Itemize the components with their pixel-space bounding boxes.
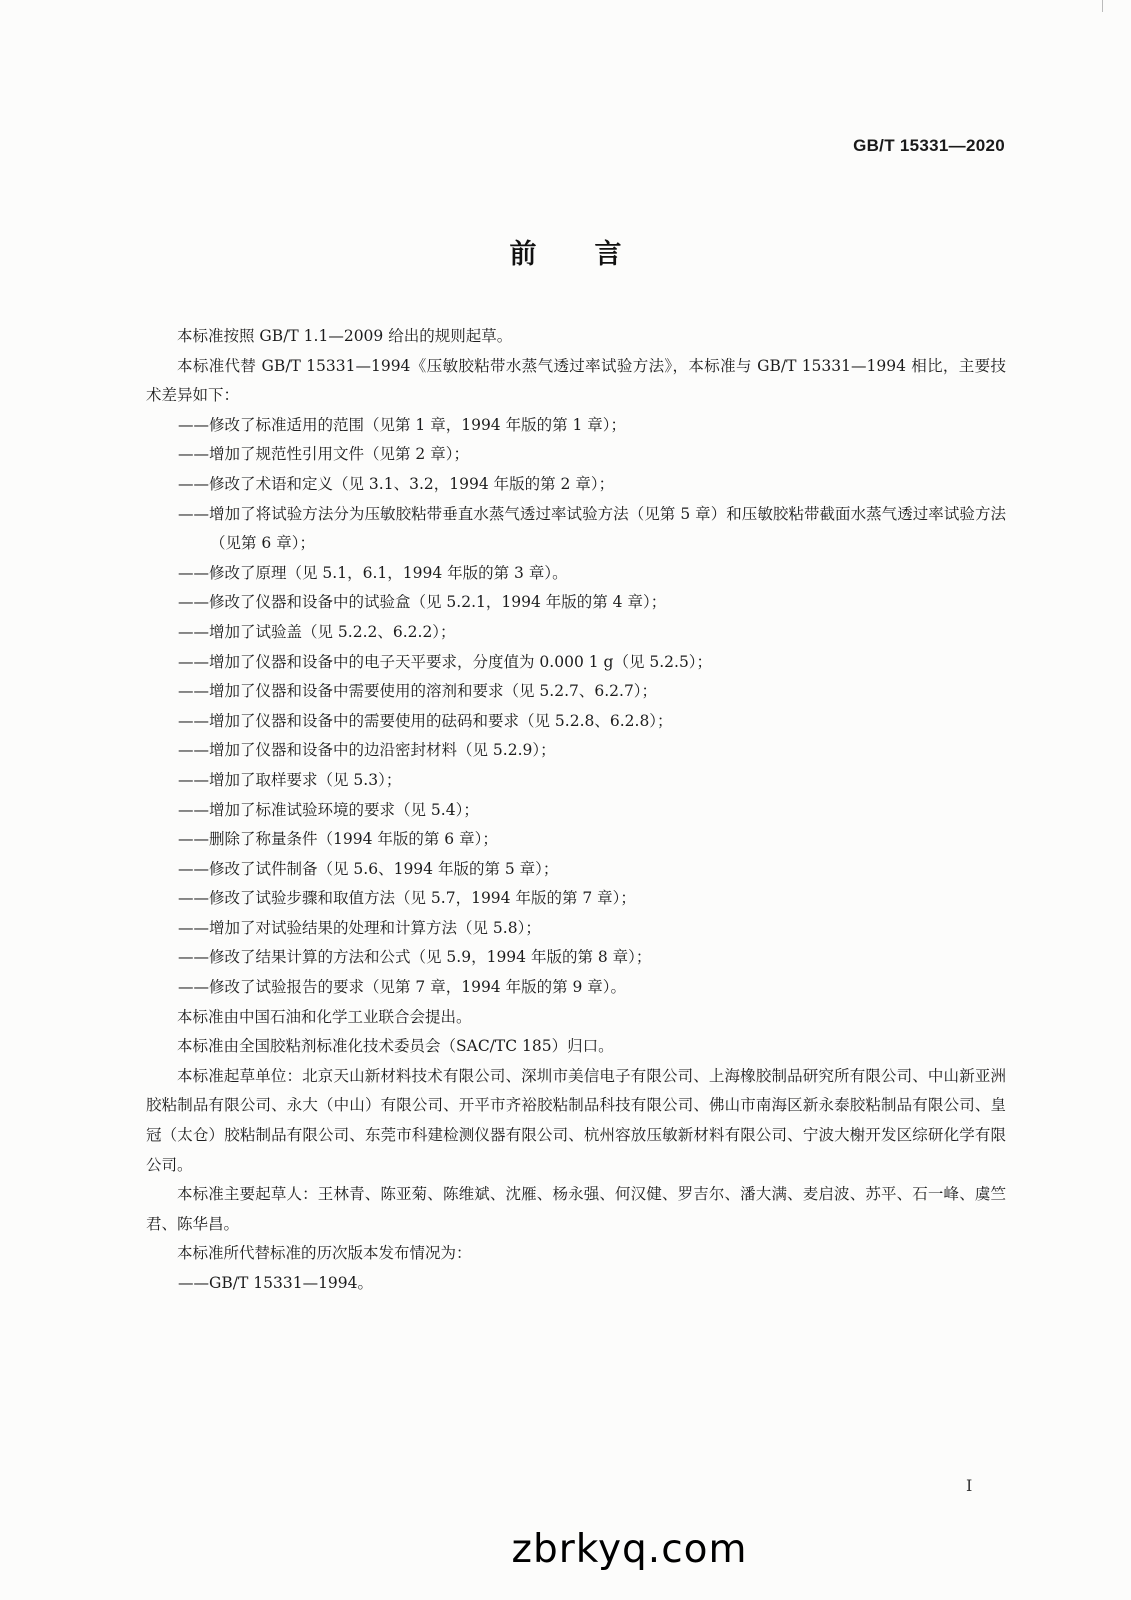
list-item: ——删除了称量条件（1994 年版的第 6 章）； <box>178 830 498 849</box>
paragraph-drafting-rules: 本标准按照 GB/T 1.1—2009 给出的规则起草。 <box>177 327 513 345</box>
list-item: ——修改了结果计算的方法和公式（见 5.9，1994 年版的第 8 章）； <box>178 948 652 967</box>
paragraph-committee: 本标准由全国胶粘剂标准化技术委员会（SAC/TC 185）归口。 <box>177 1037 614 1056</box>
list-item: ——增加了取样要求（见 5.3）； <box>178 770 402 789</box>
watermark-text: zbrkyq.com <box>511 1527 748 1572</box>
list-item: ——修改了试件制备（见 5.6、1994 年版的第 5 章）； <box>178 859 559 878</box>
list-item: ——增加了试验盖（见 5.2.2、6.2.2）； <box>178 622 456 641</box>
list-item: ——修改了试验报告的要求（见第 7 章，1994 年版的第 9 章）。 <box>178 978 627 997</box>
list-item: ——修改了术语和定义（见 3.1、3.2，1994 年版的第 2 章）； <box>178 474 615 493</box>
list-item: ——修改了原理（见 5.1，6.1，1994 年版的第 3 章）。 <box>178 563 568 582</box>
page-title: 前言 <box>509 239 680 270</box>
page-number: I <box>966 1476 973 1495</box>
list-item: ——增加了仪器和设备中的电子天平要求，分度值为 0.000 1 g（见 5.2.5）； <box>178 652 713 671</box>
list-item: ——修改了仪器和设备中的试验盒（见 5.2.1，1994 年版的第 4 章）； <box>178 593 667 612</box>
paragraph-proposer: 本标准由中国石油和化学工业联合会提出。 <box>177 1007 472 1026</box>
list-item: ——增加了仪器和设备中的边沿密封材料（见 5.2.9）； <box>178 741 556 760</box>
list-item: ——增加了规范性引用文件（见第 2 章）； <box>178 445 469 464</box>
list-item: ——GB/T 15331—1994。 <box>178 1274 374 1292</box>
paragraph-history-intro: 本标准所代替标准的历次版本发布情况为： <box>177 1244 472 1263</box>
list-item: ——增加了仪器和设备中需要使用的溶剂和要求（见 5.2.7、6.2.7）； <box>178 682 658 701</box>
list-item: ——增加了标准试验环境的要求（见 5.4）； <box>178 800 479 819</box>
foreword-body <box>146 322 1006 1299</box>
list-item: ——增加了将试验方法分为压敏胶粘带垂直水蒸气透过率试验方法（见第 5 章）和压敏胶粘带截面水蒸气透过率试验方法（见第 6 章）； <box>178 504 1006 553</box>
standard-code: GB/T 15331—2020 <box>853 136 1005 155</box>
list-item: ——修改了试验步骤和取值方法（见 5.7，1994 年版的第 7 章）； <box>178 889 636 908</box>
list-item: ——修改了标准适用的范围（见第 1 章，1994 年版的第 1 章）； <box>178 415 627 434</box>
paragraph-drafters: 本标准主要起草人：王林青、陈亚菊、陈维斌、沈雁、杨永强、何汉健、罗吉尔、潘大满、麦启波、苏平、石一峰、虞竺君、陈华昌。 <box>146 1185 1006 1233</box>
paragraph-replacement-note: 本标准代替 GB/T 15331—1994《压敏胶粘带水蒸气透过率试验方法》，本标准与 GB/T 15331—1994 相比，主要技术差异如下： <box>146 356 1006 405</box>
list-item: ——增加了对试验结果的处理和计算方法（见 5.8）； <box>178 918 541 937</box>
paragraph-drafting-units: 本标准起草单位：北京天山新材料技术有限公司、深圳市美信电子有限公司、上海橡胶制品研究所有限公司、中山新亚洲胶粘制品有限公司、永大（中山）有限公司、开平市齐裕胶粘制品科技有限公司、佛山市南海区新永泰胶粘制品有限公司、皇冠（太仓）胶粘制品有限公司、东莞市科建检测仪器有限公司、杭州容放压敏新材料有限公司、宁波大榭开发区综研化学有限公司。 <box>146 1066 1006 1174</box>
changes-list <box>146 411 1006 1003</box>
scan-crop-mark <box>1102 0 1103 12</box>
history-list <box>146 1269 1006 1299</box>
list-item: ——增加了仪器和设备中的需要使用的砝码和要求（见 5.2.8、6.2.8）； <box>178 711 673 730</box>
